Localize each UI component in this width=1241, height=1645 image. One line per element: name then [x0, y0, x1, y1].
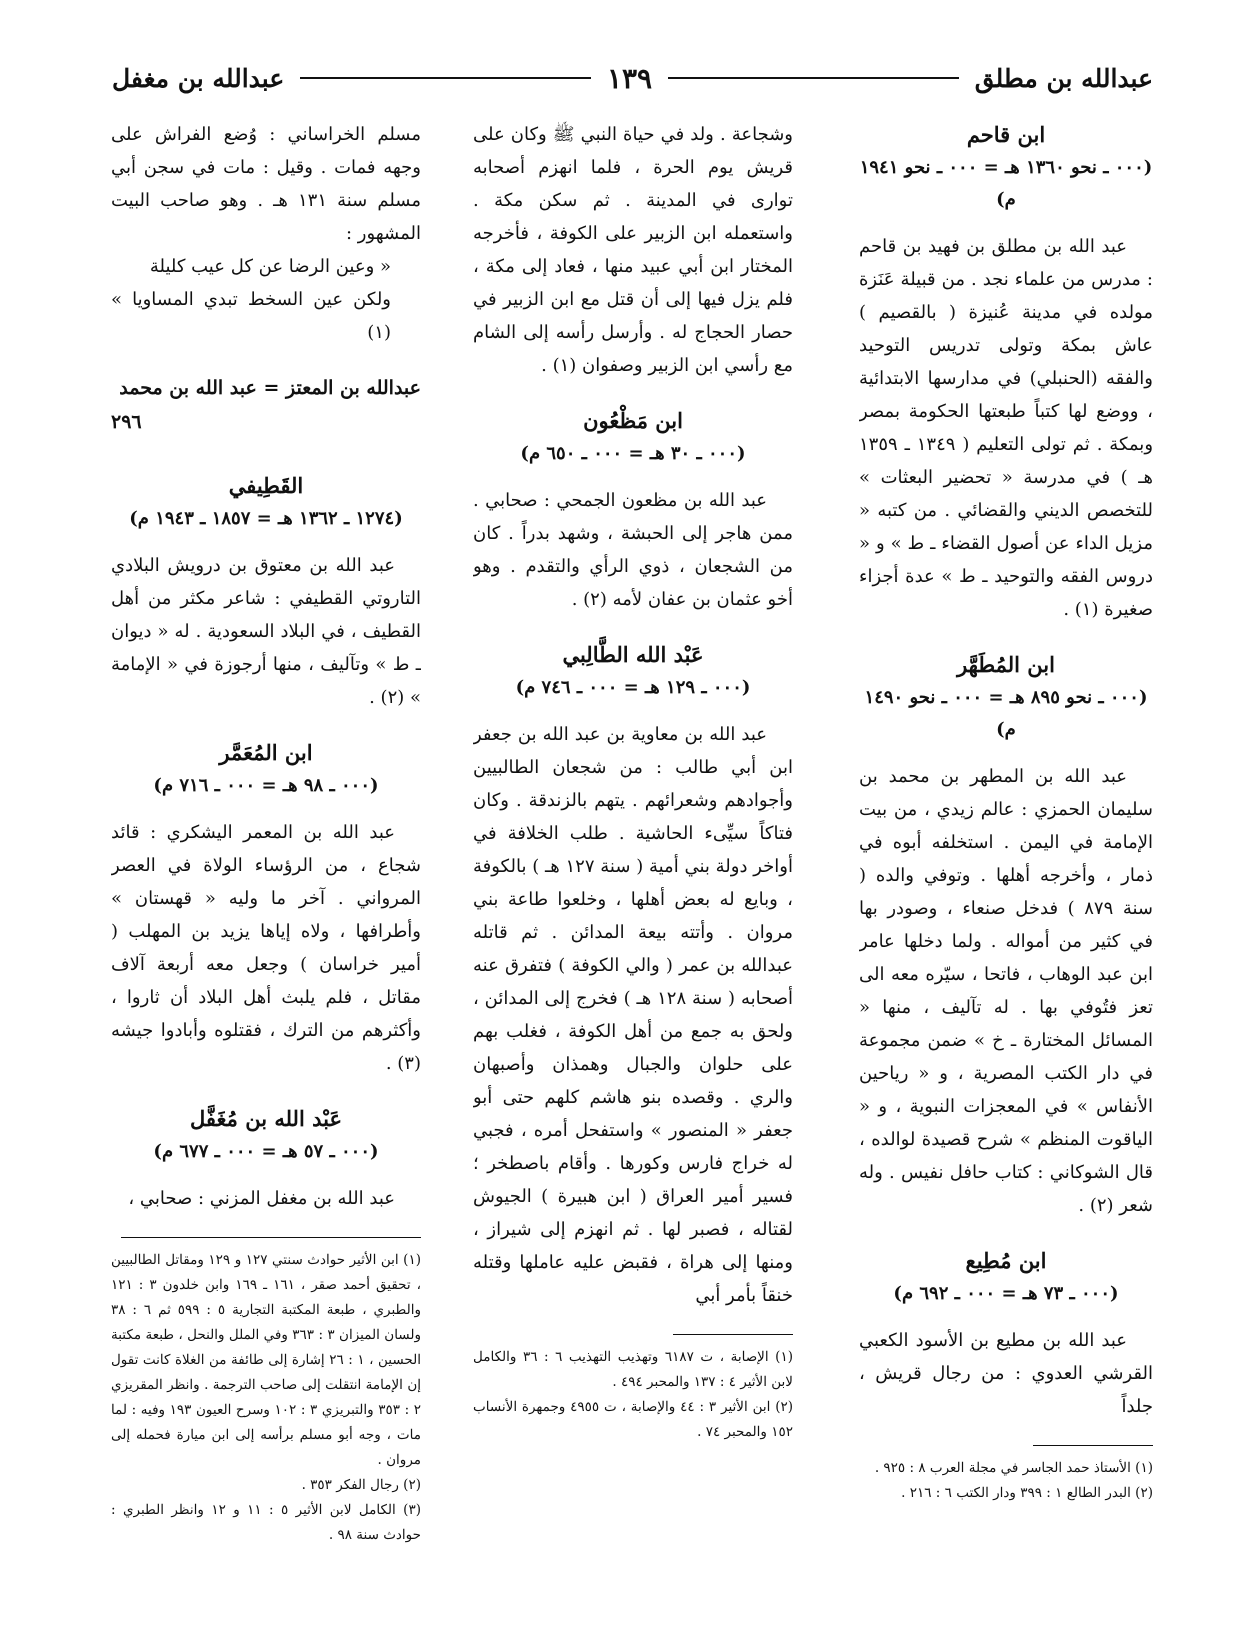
- entry-body: عبد الله بن مطيع بن الأسود الكعبي القرشي العدوي : من رجال قريش ، جلداً: [859, 1330, 1153, 1417]
- entry-ibn-qahim: [859, 118, 1153, 626]
- entry-body: مسلم الخراساني : وُضع الفراش على وجهه فمات . وقيل : مات في سجن أبي مسلم سنة ١٣١ هـ . وهو صاحب البيت المشهور :: [111, 124, 421, 244]
- footnote: (١) ابن الأثير حوادث سنتي ١٢٧ و ١٢٩ ومقاتل الطالبيين ، تحقيق أحمد صقر ، ١٦١ ـ ١٦٩ وابن خلدون ٣ : ١٢١ والطبري ، طبعة المكتبة التجارية ٥ : ٥٩٩ ثم ٦ : ٣٨ ولسان الميزان ٣ : ٣٦٣ وفي الملل والنحل ، طبعة مكتبة الحسين ، ١ : ٢٦ إشارة إلى طائفة من الغلاة كانت تقول إن الإمامة انتقلت إلى صاحب الترجمة . وانظر المقريزي ٢ : ٣٥٣ والتبريزي ٣ : ١٠٢ وسرح العيون ١٩٣ وفيه : لما مات ، وجه أبو مسلم برأسه إلى ابن ميارة فحمله إلى مروان .: [111, 1252, 421, 1468]
- verse-line: ولكن عين السخط تبدي المساويا » (١): [111, 289, 391, 343]
- header-left-name: عبدالله بن مغفل: [111, 63, 285, 93]
- entry-title: ابن مُطِيع: [965, 1248, 1047, 1273]
- footnote: (٣) الكامل لابن الأثير ٥ : ١١ و ١٢ وانظر الطبري : حوادث سنة ٩٨ .: [111, 1502, 421, 1543]
- entry-dates: (٠٠٠ ـ ١٢٩ هـ = ٠٠٠ ـ ٧٤٦ م): [515, 677, 751, 698]
- footnote: (٢) ابن الأثير ٣ : ٤٤ والإصابة ، ت ٤٩٥٥ وجمهرة الأنساب ١٥٢ والمحبر ٧٤ .: [473, 1399, 793, 1440]
- cross-reference-number: ٢٩٦: [111, 411, 142, 433]
- entry-continuation: [473, 118, 793, 382]
- entry-title: ابن المُعَمَّر: [219, 740, 313, 765]
- page-number: ١٣٩: [606, 61, 653, 95]
- entry-title: عَبْد الله بن مُغَفَّل: [189, 1106, 342, 1131]
- entry-body: عبد الله بن معتوق بن درويش البلادي التاروتي القطيفي : شاعر مكثر من أهل القطيف ، في البلاد السعودية . له « ديوان ـ ط » وتآليف ، منها أرجوزة في « الإمامة » (٢) .: [111, 555, 421, 708]
- entry-body: عبد الله بن مطلق بن فهيد بن قاحم : مدرس من علماء نجد . من قبيلة عَنَزة مولده في مدينة عُنيزة ( بالقصيم ) عاش بمكة وتولى تدريس التوحيد والفقه (الحنبلي) في مدارسها الابتدائية ، ووضع لها كتباً طبعتها الحكومة بمصر وبمكة . ثم تولى التعليم ( ١٣٤٩ ـ ١٣٥٩ هـ ) في مدرسة « تحضير البعثات » للتخصص الديني والقضائي . من كتبه « مزيل الداء عن أصول القضاء ـ ط » و « دروس الفقه والتوحيد ـ ط » عدة أجزاء صغيرة (١) .: [859, 236, 1153, 620]
- entry-title: ابن قاحم: [966, 122, 1046, 147]
- entry-ibn-muti: [859, 1244, 1153, 1423]
- entry-ibn-al-muammar: [111, 736, 421, 1080]
- column-left: [111, 118, 421, 1618]
- footnote-rule: [673, 1334, 793, 1335]
- running-header: [112, 56, 1153, 100]
- entry-dates: (١٢٧٤ ـ ١٣٦٢ هـ = ١٨٥٧ ـ ١٩٤٣ م): [129, 508, 403, 529]
- entry-ibn-mazun: [473, 404, 793, 616]
- entry-body: عبد الله بن معاوية بن عبد الله بن جعفر ابن أبي طالب : من شجعان الطالبيين وأجوادهم وشعرائهم . يتهم بالزندقة . وكان فتاكاً سيِّىء الحاشية . طلب الخلافة في أواخر دولة بني أمية ( سنة ١٢٧ هـ ) بالكوفة ، وبايع له بعض أهلها ، وخلعوا طاعة بني مروان . وأتته بيعة المدائن . ثم قاتله عبدالله بن عمر ( والي الكوفة ) فتفرق عنه أصحابه ( سنة ١٢٨ هـ ) فخرج إلى المدائن ، ولحق به جمع من أهل الكوفة ، فغلب بهم على حلوان والجبال وهمذان وأصبهان والري . وقصده بنو هاشم كلهم حتى أبو جعفر « المنصور » واستفحل أمره ، فجبي له خراج فارس وكورها . وأقام باصطخر ؛ فسير أمير العراق ( ابن هبيرة ) الجيوش لقتاله ، فصبر لها . ثم انهزم إلى شيراز ، ومنها إلى هراة ، فقبض عليه عاملها وقتله خنقاً بأمر أبي: [473, 724, 793, 1306]
- footnote: (١) الإصابة ، ت ٦١٨٧ وتهذيب التهذيب ٦ : ٣٦ والكامل لابن الأثير ٤ : ١٣٧ والمحبر ٤٩٤ .: [473, 1349, 793, 1390]
- header-rule-right: [668, 77, 959, 79]
- entry-body: عبد الله بن المعمر اليشكري : قائد شجاع ، من الرؤساء الولاة في العصر المرواني . آخر ما وليه « قهستان » وأطرافها ، ولاه إياها يزيد بن المهلب ( أمير خراسان ) وجعل معه أربعة آلاف مقاتل ، فلم يلبث أهل البلاد أن ثاروا ، وأكثرهم من الترك ، فقتلوه وأبادوا جيشه (٣) .: [111, 822, 421, 1074]
- entry-body: عبد الله بن مظعون الجمحي : صحابي . ممن هاجر إلى الحبشة ، وشهد بدراً . كان من الشجعان ، ذوي الرأي والتقدم . وهو أخو عثمان بن عفان لأمه (٢) .: [473, 490, 793, 610]
- entry-ibn-al-mutahhar: [859, 648, 1153, 1222]
- entry-continuation: [111, 118, 421, 349]
- entry-body: عبد الله بن مغفل المزني : صحابي ،: [128, 1188, 395, 1209]
- entry-dates: (٠٠٠ ـ ٧٣ هـ = ٠٠٠ ـ ٦٩٢ م): [893, 1283, 1119, 1304]
- entry-al-qatifi: [111, 469, 421, 714]
- header-rule-left: [300, 77, 591, 79]
- footnote-rule: [1033, 1445, 1153, 1446]
- column-middle: [473, 118, 793, 1618]
- entry-body: عبد الله بن المطهر بن محمد بن سليمان الحمزي : عالم زيدي ، من بيت الإمامة في اليمن . استخلفه أبوه في ذمار ، وأخرجه أهلها . وتوفي والده ( سنة ٨٧٩ ) فدخل صنعاء ، وصودر بها في كثير من أمواله . ولما دخلها عامر ابن عبد الوهاب ، فاتحا ، سيّره معه الى تعز فتُوفي بها . له تآليف ، منها « المسائل المختارة ـ خ » ضمن مجموعة في دار الكتب المصرية ، و « رياحين الأنفاس » في المعجزات النبوية ، و « الياقوت المنظم » شرح قصيدة لوالده ، قال الشوكاني : كتاب حافل نفيس . وله شعر (٢) .: [859, 766, 1153, 1216]
- header-right-name: عبدالله بن مطلق: [974, 63, 1153, 93]
- entry-dates: (٠٠٠ ـ ٥٧ هـ = ٠٠٠ ـ ٦٧٧ م): [153, 1141, 379, 1162]
- verse-line: « وعين الرضا عن كل عيب كليلة: [149, 256, 391, 277]
- entry-body: وشجاعة . ولد في حياة النبي ﷺ وكان على قريش يوم الحرة ، فلما انهزم أصحابه توارى في المدينة . ثم سكن مكة . واستعمله ابن الزبير على الكوفة ، فأخرجه المختار ابن أبي عبيد منها ، فعاد إلى مكة ، فلم يزل فيها إلى أن قتل مع ابن الزبير في حصار الحجاج له . وأرسل رأسه إلى الشام مع رأسي ابن الزبير وصفوان (١) .: [473, 124, 793, 376]
- entry-dates: (٠٠٠ ـ نحو ٨٩٥ هـ = ٠٠٠ ـ نحو ١٤٩٠ م): [864, 687, 1148, 740]
- entry-dates: (٠٠٠ ـ نحو ١٣٦٠ هـ = ٠٠٠ ـ نحو ١٩٤١ م): [859, 157, 1153, 210]
- entry-title: ابن مَظْعُون: [583, 408, 683, 433]
- entry-title: عَبْد الله الطَّالِبي: [562, 642, 704, 667]
- entry-title: ابن المُطَهَّر: [957, 652, 1055, 677]
- column-right: [859, 118, 1153, 1618]
- cross-reference-text: عبدالله بن المعتز = عبد الله بن محمد: [119, 377, 421, 399]
- entry-dates: (٠٠٠ ـ ٣٠ هـ = ٠٠٠ ـ ٦٥٠ م): [520, 443, 746, 464]
- footnote-rule: [121, 1237, 421, 1238]
- entry-dates: (٠٠٠ ـ ٩٨ هـ = ٠٠٠ ـ ٧١٦ م): [153, 775, 379, 796]
- entry-abdallah-ibn-mughaffal: [111, 1102, 421, 1215]
- footnote: (٢) البدر الطالع ١ : ٣٩٩ ودار الكتب ٦ : ٢١٦ .: [901, 1485, 1153, 1501]
- entry-abdallah-al-talibi: [473, 638, 793, 1312]
- footnote: (١) الأستاذ حمد الجاسر في مجلة العرب ٨ : ٩٢٥ .: [874, 1460, 1153, 1476]
- cross-reference: [111, 371, 421, 439]
- entry-title: القَطِيفي: [228, 473, 304, 498]
- footnote: (٢) رجال الفكر ٣٥٣ .: [301, 1477, 421, 1493]
